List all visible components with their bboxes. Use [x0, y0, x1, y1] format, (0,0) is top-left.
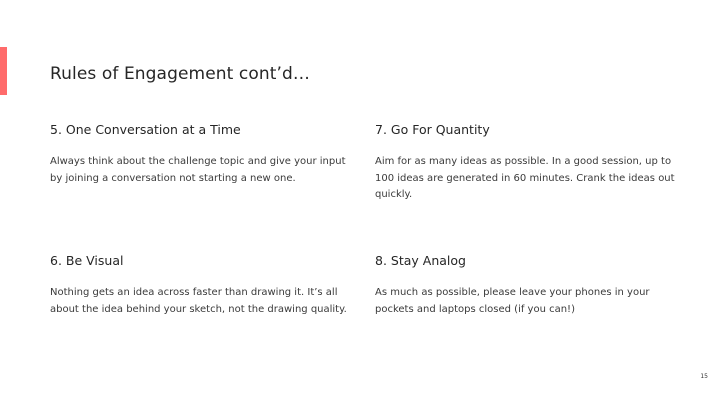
rule-body: Always think about the challenge topic and give your input by joining a conversation not starting a new one. [50, 156, 346, 184]
accent-bar [0, 47, 7, 95]
rule-heading: 7. Go For Quantity [375, 122, 490, 137]
slide-title: Rules of Engagement cont’d… [50, 64, 310, 84]
page-number: 15 [700, 373, 708, 380]
rule-body: Aim for as many ideas as possible. In a good session, up to 100 ideas are generated in 60 minutes. Crank the ideas out quickly. [375, 156, 675, 200]
rule-heading: 6. Be Visual [50, 253, 124, 268]
rule-body: Nothing gets an idea across faster than drawing it. It’s all about the idea behind your sketch, not the drawing quality. [50, 287, 347, 315]
rule-be-visual [50, 253, 350, 318]
rule-body: As much as possible, please leave your phones in your pockets and laptops closed (if you can!) [375, 287, 650, 315]
rule-heading: 8. Stay Analog [375, 253, 466, 268]
rule-one-conversation [50, 122, 350, 187]
rule-stay-analog [375, 253, 675, 318]
rule-go-for-quantity [375, 122, 675, 204]
rule-heading: 5. One Conversation at a Time [50, 122, 241, 137]
